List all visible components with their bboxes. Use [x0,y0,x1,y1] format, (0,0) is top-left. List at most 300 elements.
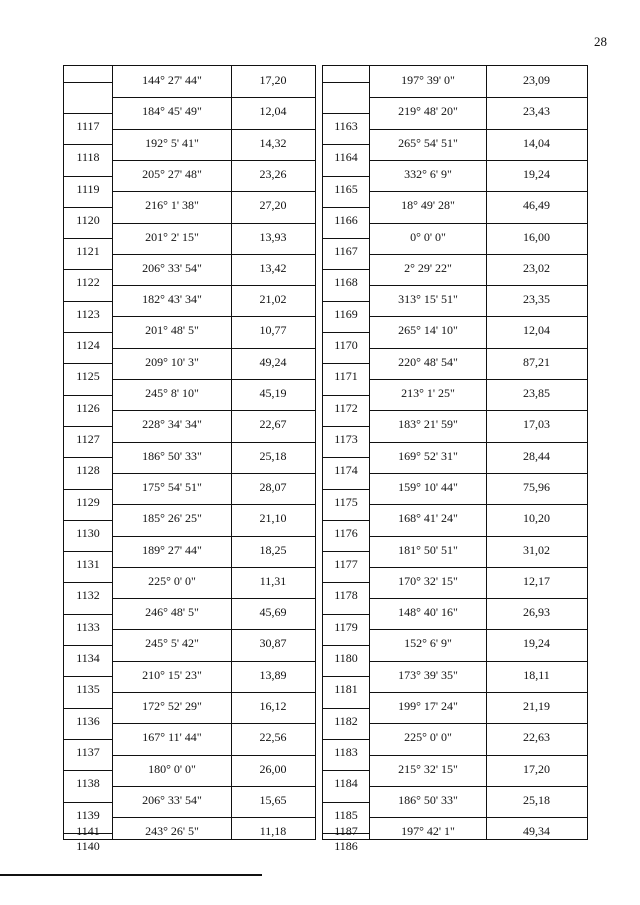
point-id-cell: 1165 [334,182,358,196]
angle-cell: 215° 32' 15" [398,762,458,776]
row-divider [231,254,315,255]
id-divider [323,457,369,458]
row-divider [486,473,587,474]
distance-cell: 18,25 [259,543,287,557]
point-id-cell: 1124 [76,338,100,352]
id-divider [323,520,369,521]
page-number: 28 [594,34,607,49]
distance-cell: 23,85 [523,386,550,400]
distance-cell: 12,04 [523,323,550,337]
point-id-cell: 1172 [334,401,358,415]
row-divider [113,442,231,443]
row-divider [113,629,231,630]
angle-cell: 175° 54' 51" [142,480,202,494]
id-divider [323,739,369,740]
distance-cell: 16,00 [523,230,550,244]
distance-cell: 13,93 [259,230,287,244]
id-divider [64,582,112,583]
row-divider [486,379,587,380]
angle-cell: 243° 26' 5" [145,824,199,838]
id-divider [64,676,112,677]
distance-cell: 22,56 [259,730,287,744]
id-divider [323,802,369,803]
row-divider [486,817,587,818]
row-divider [113,410,231,411]
row-divider [370,191,486,192]
row-divider [370,786,486,787]
row-divider [231,473,315,474]
angle-cell: 201° 2' 15" [145,230,199,244]
point-id-cell: 1169 [334,307,358,321]
row-divider [231,285,315,286]
point-id-cell: 1177 [334,557,358,571]
row-divider [113,129,231,130]
row-divider [231,97,315,98]
id-divider [64,144,112,145]
angle-cell: 186° 50' 33" [142,449,202,463]
angle-cell: 201° 48' 5" [145,323,199,337]
point-id-cell: 1139 [76,808,100,822]
distance-cell: 21,10 [259,511,287,525]
distance-cell: 14,04 [523,136,550,150]
point-id-cell: 1135 [76,682,100,696]
distance-cell: 23,26 [259,167,287,181]
row-divider [231,410,315,411]
distance-cell: 45,19 [259,386,287,400]
distance-cell: 45,69 [259,605,287,619]
row-divider [486,316,587,317]
row-divider [486,97,587,98]
distance-cell: 49,24 [259,355,287,369]
id-divider [64,457,112,458]
point-id-cell: 1187 [334,824,358,838]
distance-cell: 10,20 [523,511,550,525]
row-divider [231,817,315,818]
row-divider [486,254,587,255]
point-id-cell: 1168 [334,275,358,289]
point-id-cell: 1181 [334,682,358,696]
row-divider [113,191,231,192]
row-divider [113,473,231,474]
row-divider [231,129,315,130]
row-divider [231,504,315,505]
point-id-cell: 1171 [334,369,358,383]
distance-cell: 26,00 [259,762,287,776]
angle-cell: 265° 14' 10" [398,323,458,337]
point-id-cell: 1132 [76,588,100,602]
id-divider [64,520,112,521]
row-divider [486,692,587,693]
distance-cell: 17,03 [523,417,550,431]
row-divider [113,536,231,537]
angle-cell: 169° 52' 31" [398,449,458,463]
row-divider [113,316,231,317]
angle-cell: 180° 0' 0" [148,762,196,776]
point-id-cell: 1164 [334,150,358,164]
point-id-cell: 1117 [76,119,100,133]
row-divider [486,348,587,349]
id-divider [64,82,112,83]
id-divider [323,363,369,364]
id-divider [323,113,369,114]
angle-cell: 313° 15' 51" [398,292,458,306]
row-divider [370,629,486,630]
right-coordinates-table [322,65,588,853]
angle-cell: 185° 26' 25" [142,511,202,525]
row-divider [370,160,486,161]
row-divider [113,755,231,756]
angle-cell: 228° 34' 34" [142,417,202,431]
id-divider [64,708,112,709]
point-id-cell: 1173 [334,432,358,446]
distance-cell: 22,67 [259,417,287,431]
distance-cell: 49,34 [523,824,550,838]
distance-cell: 21,02 [259,292,287,306]
id-divider [323,207,369,208]
row-divider [113,786,231,787]
point-id-cell: 1125 [76,369,100,383]
id-divider [323,238,369,239]
id-divider [64,614,112,615]
distance-cell: 27,20 [259,198,287,212]
row-divider [370,504,486,505]
point-id-cell: 1137 [76,745,100,759]
row-divider [486,504,587,505]
row-divider [370,661,486,662]
point-id-cell: 1131 [76,557,100,571]
point-id-cell: 1182 [334,714,358,728]
distance-cell: 15,65 [259,793,287,807]
row-divider [231,786,315,787]
angle-cell: 167° 11' 44" [142,730,202,744]
row-divider [370,473,486,474]
row-divider [113,97,231,98]
row-divider [486,567,587,568]
row-divider [370,723,486,724]
row-divider [370,692,486,693]
point-id-cell: 1123 [76,307,100,321]
id-divider [323,269,369,270]
angle-cell: 197° 39' 0" [401,73,455,87]
id-divider [64,489,112,490]
distance-cell: 25,18 [259,449,287,463]
point-id-cell: 1170 [334,338,358,352]
distance-column [486,66,587,839]
row-divider [486,442,587,443]
row-divider [231,755,315,756]
row-divider [231,661,315,662]
row-divider [370,254,486,255]
angle-cell: 184° 45' 49" [142,104,202,118]
row-divider [231,316,315,317]
angle-cell: 182° 43' 34" [142,292,202,306]
point-id-cell: 1167 [334,244,358,258]
id-divider [64,176,112,177]
point-id-cell: 1184 [334,776,358,790]
angle-cell: 186° 50' 33" [398,793,458,807]
point-id-cell: 1121 [76,244,100,258]
row-divider [113,661,231,662]
angle-column [112,66,232,839]
left-coordinates-table [63,65,316,853]
distance-cell: 13,89 [259,668,287,682]
row-divider [231,692,315,693]
row-divider [231,223,315,224]
distance-cell: 25,18 [523,793,550,807]
distance-cell: 17,20 [259,73,287,87]
point-id-cell: 1120 [76,213,100,227]
row-divider [113,723,231,724]
distance-cell: 17,20 [523,762,550,776]
point-id-cell: 1141 [76,824,100,838]
id-divider [323,489,369,490]
distance-cell: 30,87 [259,636,287,650]
row-divider [486,536,587,537]
point-id-cell: 1183 [334,745,358,759]
row-divider [231,191,315,192]
angle-cell: 225° 0' 0" [404,730,452,744]
distance-cell: 23,02 [523,261,550,275]
angle-cell: 245° 8' 10" [145,386,199,400]
angle-cell: 213° 1' 25" [401,386,455,400]
row-divider [113,504,231,505]
angle-cell: 0° 0' 0" [410,230,446,244]
angle-cell: 216° 1' 38" [145,198,199,212]
id-divider [323,708,369,709]
distance-cell: 14,32 [259,136,287,150]
distance-cell: 31,02 [523,543,550,557]
row-divider [231,629,315,630]
distance-cell: 18,11 [523,668,550,682]
row-divider [370,348,486,349]
point-id-cell: 1179 [334,620,358,634]
distance-cell: 26,93 [523,605,550,619]
distance-cell: 19,24 [523,167,550,181]
distance-cell: 87,21 [523,355,550,369]
angle-cell: 206° 33' 54" [142,261,202,275]
row-divider [370,223,486,224]
row-divider [486,598,587,599]
distance-column [231,66,315,839]
point-id-cell: 1163 [334,119,358,133]
point-id-cell: 1176 [334,526,358,540]
point-id-cell: 1133 [76,620,100,634]
row-divider [370,285,486,286]
point-id-cell: 1178 [334,588,358,602]
id-divider [323,770,369,771]
angle-cell: 199° 17' 24" [398,699,458,713]
id-divider [64,269,112,270]
row-divider [486,191,587,192]
row-divider [113,285,231,286]
angle-cell: 148° 40' 16" [398,605,458,619]
angle-cell: 172° 52' 29" [142,699,202,713]
row-divider [231,348,315,349]
id-divider [64,645,112,646]
footnote-rule [0,874,262,876]
angle-cell: 205° 27' 48" [142,167,202,181]
point-id-cell: 1134 [76,651,100,665]
distance-cell: 28,44 [523,449,550,463]
point-id-cell: 1175 [334,495,358,509]
row-divider [113,348,231,349]
angle-cell: 206° 33' 54" [142,793,202,807]
row-divider [370,410,486,411]
row-divider [231,442,315,443]
point-id-cell: 1118 [76,150,100,164]
angle-cell: 189° 27' 44" [142,543,202,557]
row-divider [231,160,315,161]
row-divider [113,254,231,255]
point-id-cell: 1180 [334,651,358,665]
angle-cell: 159° 10' 44" [398,480,458,494]
angle-cell: 152° 6' 9" [404,636,452,650]
row-divider [231,723,315,724]
point-id-cell: 1185 [334,808,358,822]
angle-cell: 170° 32' 15" [398,574,458,588]
point-id-cell: 1130 [76,526,100,540]
row-divider [370,379,486,380]
angle-cell: 225° 0' 0" [148,574,196,588]
point-id-cell: 1174 [334,463,358,477]
id-divider [323,645,369,646]
id-divider [323,332,369,333]
id-divider [323,176,369,177]
distance-cell: 11,18 [259,824,287,838]
row-divider [113,160,231,161]
distance-cell: 16,12 [259,699,287,713]
row-divider [370,316,486,317]
angle-cell: 18° 49' 28" [401,198,455,212]
point-id-cell: 1136 [76,714,100,728]
distance-cell: 28,07 [259,480,287,494]
angle-cell: 210° 15' 23" [142,668,202,682]
row-divider [231,379,315,380]
angle-cell: 173° 39' 35" [398,668,458,682]
row-divider [370,442,486,443]
angle-cell: 192° 5' 41" [145,136,199,150]
point-id-column [323,66,369,853]
row-divider [370,129,486,130]
id-divider [323,551,369,552]
angle-cell: 197° 42' 1" [401,824,455,838]
distance-cell: 23,35 [523,292,550,306]
id-divider [323,426,369,427]
point-id-cell: 1138 [76,776,100,790]
id-divider [64,551,112,552]
point-id-cell: 1127 [76,432,100,446]
id-divider [64,395,112,396]
distance-cell: 13,42 [259,261,287,275]
id-divider [323,582,369,583]
id-divider [323,395,369,396]
id-divider [323,82,369,83]
id-divider [64,802,112,803]
id-divider [64,739,112,740]
distance-cell: 46,49 [523,198,550,212]
point-id-cell: 1128 [76,463,100,477]
row-divider [486,755,587,756]
row-divider [370,755,486,756]
distance-cell: 21,19 [523,699,550,713]
distance-cell: 19,24 [523,636,550,650]
angle-cell: 209° 10' 3" [145,355,199,369]
id-divider [64,426,112,427]
row-divider [486,129,587,130]
point-id-cell: 1126 [76,401,100,415]
row-divider [113,223,231,224]
row-divider [231,567,315,568]
id-divider [64,113,112,114]
id-divider [64,770,112,771]
row-divider [486,410,587,411]
angle-column [369,66,487,839]
row-divider [113,692,231,693]
row-divider [486,629,587,630]
id-divider [64,332,112,333]
distance-cell: 22,63 [523,730,550,744]
angle-cell: 168° 41' 24" [398,511,458,525]
id-divider [64,207,112,208]
point-id-column [64,66,112,853]
distance-cell: 10,77 [259,323,287,337]
id-divider [64,301,112,302]
row-divider [113,817,231,818]
angle-cell: 332° 6' 9" [404,167,452,181]
angle-cell: 144° 27' 44" [142,73,202,87]
point-id-cell: 1119 [76,182,100,196]
row-divider [231,536,315,537]
row-divider [231,598,315,599]
point-id-cell: 1166 [334,213,358,227]
distance-cell: 23,43 [523,104,550,118]
row-divider [113,379,231,380]
row-divider [486,723,587,724]
row-divider [486,786,587,787]
point-id-cell: 1122 [76,275,100,289]
row-divider [486,285,587,286]
row-divider [370,598,486,599]
point-id-cell: 1140 [76,839,100,853]
angle-cell: 2° 29' 22" [404,261,452,275]
distance-cell: 23,09 [523,73,550,87]
row-divider [486,160,587,161]
row-divider [370,97,486,98]
distance-cell: 12,04 [259,104,287,118]
point-id-cell: 1186 [334,839,358,853]
row-divider [370,817,486,818]
row-divider [113,598,231,599]
angle-cell: 246° 48' 5" [145,605,199,619]
id-divider [323,301,369,302]
row-divider [113,567,231,568]
id-divider [323,676,369,677]
row-divider [486,223,587,224]
angle-cell: 265° 54' 51" [398,136,458,150]
row-divider [486,661,587,662]
id-divider [323,614,369,615]
angle-cell: 219° 48' 20" [398,104,458,118]
id-divider [64,238,112,239]
id-divider [64,363,112,364]
angle-cell: 183° 21' 59" [398,417,458,431]
distance-cell: 11,31 [259,574,287,588]
angle-cell: 245° 5' 42" [145,636,199,650]
angle-cell: 220° 48' 54" [398,355,458,369]
distance-cell: 12,17 [523,574,550,588]
row-divider [370,567,486,568]
id-divider [323,144,369,145]
